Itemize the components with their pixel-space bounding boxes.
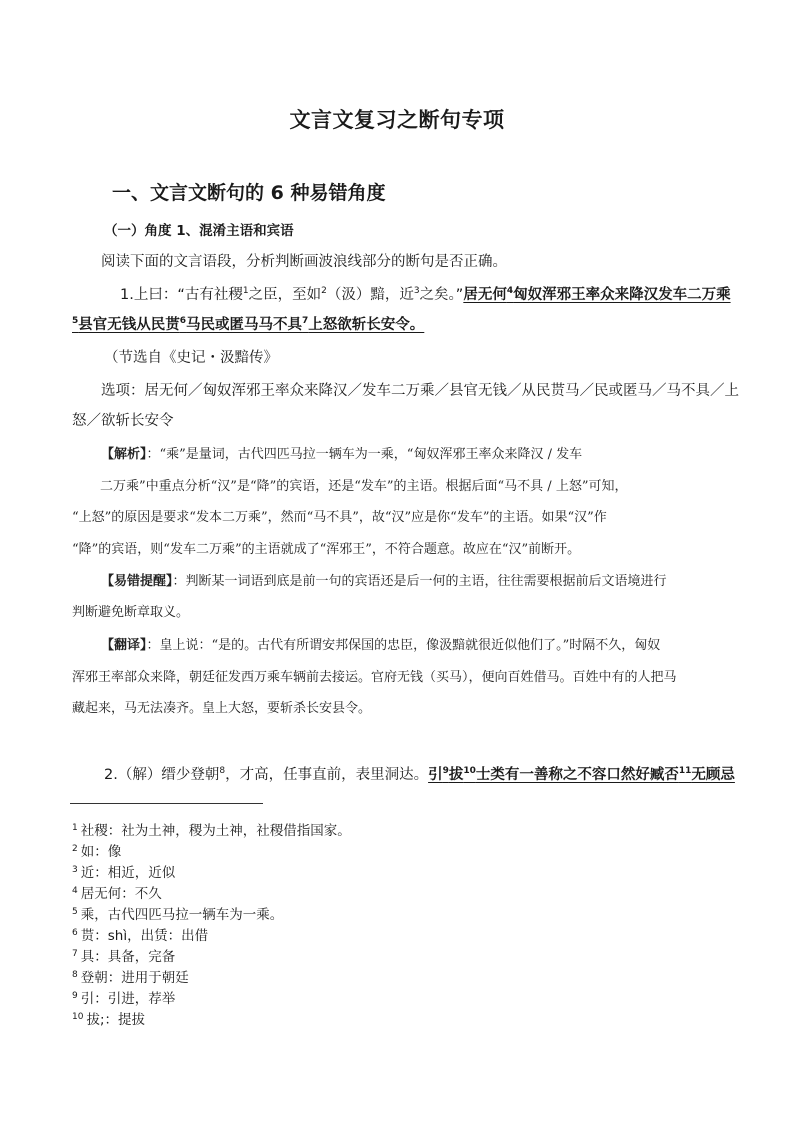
question-text: ，才高，任事直前，表里洞达。 [225, 767, 429, 783]
underlined-segment: 县官无钱从民贳 [78, 317, 180, 333]
footnote-7 [72, 945, 175, 965]
footnote-ref[interactable]: 3 [413, 286, 420, 296]
footnote-number: 8 [72, 970, 78, 980]
analysis-line-1 [101, 443, 582, 462]
underlined-segment: 无顾忌 [691, 767, 735, 783]
footnote-ref[interactable]: 7 [302, 316, 309, 326]
underlined-text [428, 767, 735, 783]
options-line-2: 怒／欲斩长安令 [72, 413, 174, 429]
footnote-ref[interactable]: 6 [179, 316, 187, 326]
footnote-text: 贳：shì，出赁：出借 [80, 928, 209, 944]
footnote-text: 引：引进，荐举 [80, 991, 176, 1007]
quote-text: （汲）黯，近 [326, 287, 414, 303]
footnote-1 [72, 819, 351, 839]
footnote-2 [72, 840, 121, 860]
analysis-line-3: “上怒”的原因是要求“发本二万乘”，然而“马不具”，故“汉”应是你“发车”的主语。如果“汉”作 [72, 510, 607, 525]
question-text: （解）缙少登朝 [117, 767, 220, 783]
analysis-text: ：“乘”是量词，古代四匹马拉一辆车为一乘，“匈奴浑邪王率众来降汉 / 发车 [146, 447, 583, 462]
subsection-heading: （一）角度 1、混淆主语和宾语 [104, 223, 294, 239]
footnote-text: 乘，古代四匹马拉一辆车为一乘。 [80, 907, 284, 923]
footnote-number: 9 [72, 991, 78, 1001]
question-number: 2. [104, 767, 118, 783]
footnote-10 [72, 1008, 145, 1028]
footnote-divider [70, 803, 263, 804]
footnote-number: 10 [72, 1012, 84, 1022]
footnote-ref[interactable]: 8 [219, 766, 226, 776]
footnote-number: 3 [72, 865, 78, 875]
page-title: 文言文复习之断句专项 [289, 108, 505, 132]
underlined-text [463, 287, 730, 303]
quote-text: 之矣。” [419, 287, 464, 303]
footnote-text: 具：具备，完备 [80, 949, 176, 965]
footnote-9 [72, 987, 175, 1007]
footnote-ref[interactable]: 1 [242, 286, 249, 296]
quote-text: 上曰：“古有社稷 [133, 287, 243, 303]
footnote-number: 4 [72, 886, 78, 896]
instruction-text: 阅读下面的文言语段，分析判断画波浪线部分的断句是否正确。 [101, 254, 507, 270]
footnote-text: 如：像 [80, 844, 122, 860]
footnote-number: 5 [72, 907, 78, 917]
footnote-text: 近：相近，近似 [80, 865, 176, 881]
translation-line-2: 浑邪王率部众来降，朝廷征发西万乘车辆前去接运。官府无钱（买马），便向百姓借马。百姓中有的人把马 [72, 670, 677, 685]
footnote-number: 7 [72, 949, 78, 959]
section-heading: 一、文言文断句的 6 种易错角度 [112, 182, 386, 204]
analysis-line-4: “降”的宾语，则“发车二万乘”的主语就成了“浑邪王”，不符合题意。故应在“汉”前断开。 [72, 542, 581, 557]
footnote-ref[interactable]: 11 [678, 766, 692, 776]
footnote-text: 居无何：不久 [80, 886, 162, 902]
underlined-segment: 拔 [448, 767, 464, 783]
footnote-text: 拔;：提拔 [86, 1012, 146, 1028]
translation-text: ：皇上说：“是的。古代有所谓安邦保国的忠臣，像汲黯就很近似他们了。”时隔不久，匈奴 [146, 638, 661, 653]
underlined-segment: 马民或匿马马不具 [186, 317, 303, 333]
tip-text: ：判断某一词语到底是前一句的宾语还是后一何的主语，往往需要根据前后文语境进行 [172, 574, 667, 589]
footnote-number: 2 [72, 844, 78, 854]
underlined-segment: 居无何 [463, 287, 507, 303]
translation-line-3: 藏起来，马无法凑齐。皇上大怒，要斩杀长安县令。 [72, 701, 372, 716]
tip-line-1 [101, 570, 667, 589]
underlined-segment: 引 [428, 767, 443, 783]
footnote-ref[interactable]: 9 [442, 766, 449, 776]
question-number: 1. [120, 287, 134, 303]
footnote-ref[interactable]: 10 [463, 766, 476, 776]
translation-label: 【翻译】 [101, 638, 147, 653]
question-1-line-1 [120, 283, 731, 304]
analysis-line-2: 二万乘”中重点分析“汉”是“降”的宾语，还是“发车”的主语。根据后面“马不具 / 上怒”可知， [100, 479, 628, 494]
underlined-text [72, 317, 424, 333]
underlined-segment: 匈奴浑邪王率众来降汉发车二万乘 [513, 287, 731, 303]
footnote-text: 登朝：进用于朝廷 [80, 970, 189, 986]
footnote-ref[interactable]: 4 [506, 286, 514, 296]
footnote-6 [72, 924, 208, 944]
footnote-3 [72, 861, 175, 881]
footnote-text: 社稷：社为土神，稷为土神，社稷借指国家。 [80, 823, 351, 839]
source-citation: （节选自《史记・汲黯传》 [104, 350, 278, 366]
footnote-4 [72, 882, 162, 902]
quote-text: 之臣，至如 [248, 287, 322, 303]
underlined-segment: 上怒欲斩长安令。 [308, 317, 425, 333]
footnote-number: 6 [72, 928, 78, 938]
tip-line-2: 判断避免断章取义。 [72, 605, 190, 620]
question-1-line-2 [72, 313, 424, 334]
footnote-8 [72, 966, 189, 986]
footnote-ref[interactable]: 5 [72, 316, 79, 326]
footnote-number: 1 [72, 823, 78, 833]
footnote-ref[interactable]: 2 [321, 286, 327, 296]
footnote-5 [72, 903, 283, 923]
options-line-1: 选项：居无何／匈奴浑邪王率众来降汉／发车二万乘／县官无钱／从民贳马／民或匿马／马不具／上 [101, 383, 739, 399]
question-2-line-1 [104, 763, 735, 784]
tip-label: 【易错提醒】 [101, 574, 173, 589]
underlined-segment: 士类有一善称之不容口然好臧否 [475, 767, 679, 783]
analysis-label: 【解析】 [101, 447, 147, 462]
translation-line-1 [101, 634, 660, 653]
